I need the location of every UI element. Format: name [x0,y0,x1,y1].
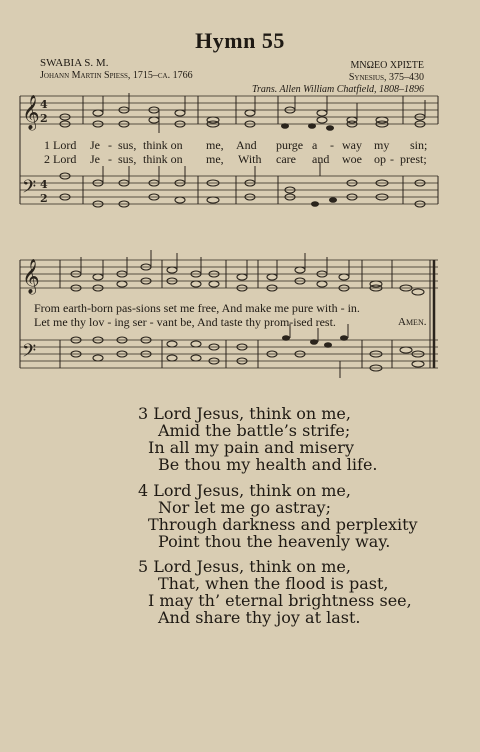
hymn-page: Hymn 55 SWABIA S. M. Johann Martin Spiess, 1715–ca. 1766 ΜΝΩΕΟ ΧΡΙΣΤΕ Synesius, 375–430 Trans. Allen William Chatfield, 1808–1896 𝄞 𝄢 4 2 4 2 𝄞 𝄢 1 Lord Je - sus, think on me, And purge a - way my sin; 2 Lord Je - sus, think on me, With care and woe op - prest; From earth-born pas-sions set me free, And make me pure with - in. Let me thy lov - ing ser - vant be, And taste thy prom-ised rest. Amen. 3 Lord Jesus, think on me, Amid the battle’s strife; In all my pain and misery Be thou my health and life. 4 Lord Jesus, think on me, Nor let me go astray; Through darkness and perplexity Point thou the heavenly way. 5 Lord Jesus, think on me, That, when the flood is past, I may th’ eternal brightness see, And share thy joy at last. [0,0,480,752]
composer-credit: Johann Martin Spiess, 1715–ca. 1766 [40,70,193,81]
svg-text:4: 4 [40,178,48,191]
system2-treble-staff [20,260,438,288]
svg-text:𝄞: 𝄞 [22,259,40,294]
svg-text:2: 2 [40,112,48,125]
tune-name: SWABIA S. M. [40,57,109,69]
system2-bass-staff [20,340,438,368]
amen-label: Amen. [398,316,427,328]
translator-credit: Trans. Allen William Chatfield, 1808–1896 [251,84,424,95]
svg-text:2: 2 [40,192,48,205]
greek-title: ΜΝΩΕΟ ΧΡΙΣΤΕ [350,60,424,71]
system2-lyric-line1: From earth-born pas-sions set me free, And make me pure with - in. [34,301,360,315]
svg-text:𝄢: 𝄢 [22,341,37,366]
system2-lyric-line2: Let me thy lov - ing ser - vant be, And taste thy prom-ised rest. [34,315,336,329]
treble-clef-icon: 𝄞 [22,95,40,130]
svg-text:4: 4 [40,98,48,111]
bass-clef-icon: 𝄢 [22,177,37,202]
hymn-title: Hymn 55 [195,28,285,53]
author-credit: Synesius, 375–430 [348,72,424,83]
